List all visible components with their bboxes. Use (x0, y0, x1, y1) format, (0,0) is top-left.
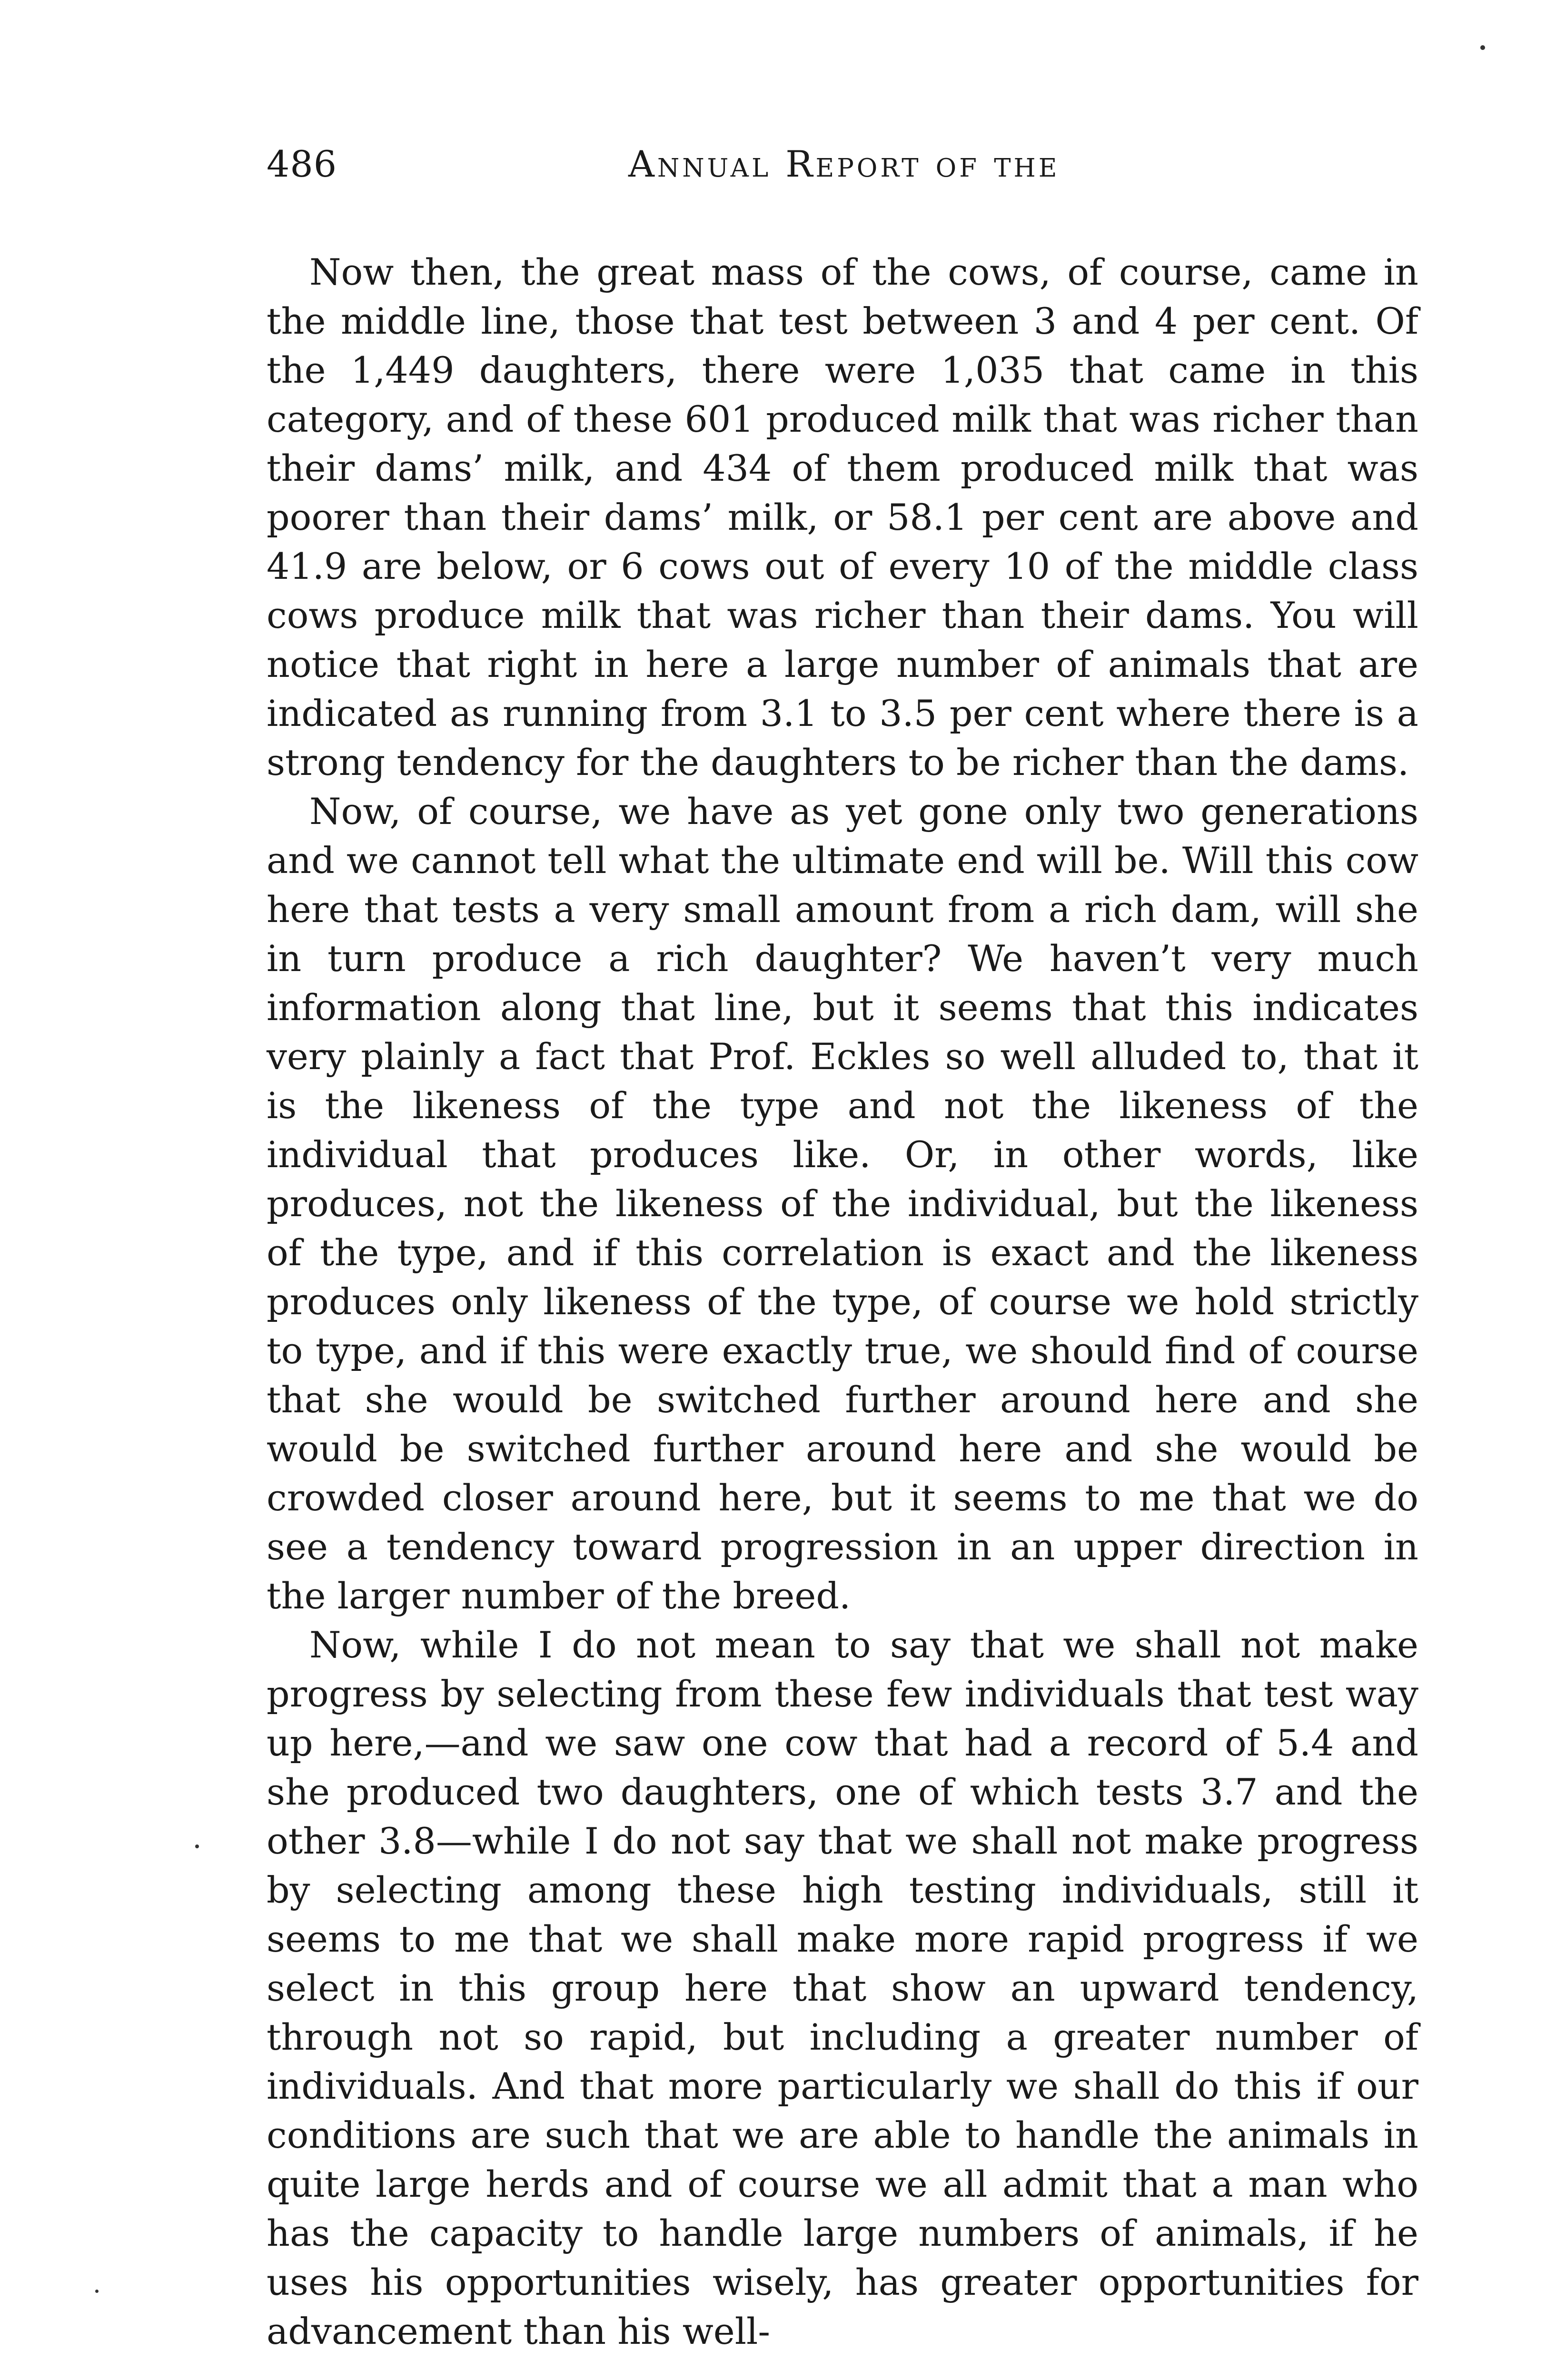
scan-speck (95, 2290, 99, 2293)
running-head: Annual Report of the (628, 143, 1060, 185)
page-header (267, 143, 1409, 200)
paragraph: Now then, the great mass of the cows, of course, came in the middle line, those that test between 3 and 4 per cent. Of the 1,449 daughters, there were 1,035 that came in this category, and of these 601 produced milk that was richer than their dams’ milk, and 434 of them produced milk that was poorer than their dams’ milk, or 58.1 per cent are above and 41.9 are below, or 6 cows out of every 10 of the middle class cows produce milk that was richer than their dams. You will notice that right in here a large number of animals that are indicated as running from 3.1 to 3.5 per cent where there is a strong tendency for the daughters to be richer than the dams. (267, 251, 1418, 783)
paragraph: Now, while I do not mean to say that we shall not make progress by selecting from these few individuals that test way up here,—and we saw one cow that had a record of 5.4 and she produced two daughters, one of which tests 3.7 and the other 3.8—while I do not say that we shall not make progress by selecting among these high testing individuals, still it seems to me that we shall make more rapid progress if we select in this group here that show an upward tendency, through not so rapid, but including a greater number of individuals. And that more particularly we shall do this if our conditions are such that we are able to handle the animals in quite large herds and of course we all admit that a man who has the capacity to handle large numbers of animals, if he uses his opportunities wisely, has greater opportunities for advancement than his well- (267, 1624, 1418, 2352)
page-number: 486 (267, 143, 337, 185)
scan-speck (1480, 45, 1485, 50)
paragraph: Now, of course, we have as yet gone only two generations and we cannot tell what the ultimate end will be. Will this cow here that tests a very small amount from a rich dam, will she in turn produce a rich daughter? We haven’t very much information along that line, but it seems that this indicates very plainly a fact that Prof. Eckles so well alluded to, that it is the likeness of the type and not the likeness of the individual that produces like. Or, in other words, like produces, not the likeness of the individual, but the likeness of the type, and if this correlation is exact and the likeness produces only likeness of the type, of course we hold strictly to type, and if this were exactly true, we should find of course that she would be switched further around here and she would be switched further around here and she would be crowded closer around here, but it seems to me that we do see a tendency toward progression in an upper direction in the larger number of the breed. (267, 790, 1418, 1617)
scan-speck (195, 1844, 199, 1848)
body-text (267, 248, 1418, 2356)
